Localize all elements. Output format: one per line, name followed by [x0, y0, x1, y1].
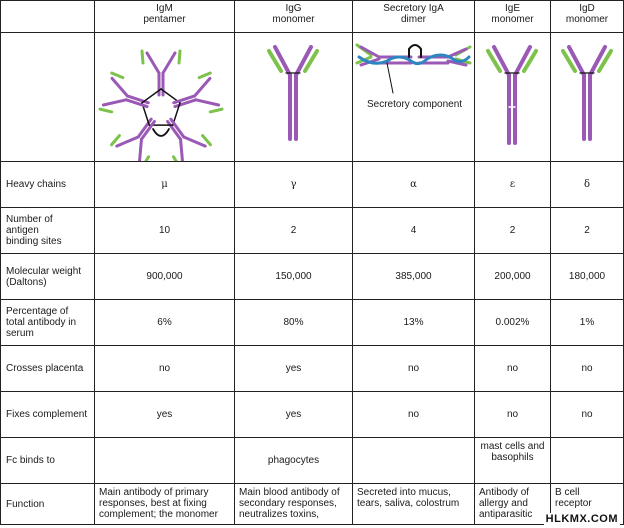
- heavy-chain-igd: δ: [551, 162, 624, 208]
- percentage-igg: 80%: [235, 300, 353, 346]
- mol-weight-ige: 200,000: [475, 254, 551, 300]
- watermark: HLKMX.COM: [545, 513, 618, 525]
- row-molecular-weight: [1, 254, 624, 300]
- function-igg: Main blood antibody of secondary responses, neutralizes toxins,: [235, 484, 353, 525]
- row-fc-binds: [1, 438, 624, 484]
- function-igm: Main antibody of primary responses, best at fixing complement; the monomer: [95, 484, 235, 525]
- fc-binds-igg: phagocytes: [235, 438, 353, 484]
- placenta-iga: no: [353, 346, 475, 392]
- placenta-igg: yes: [235, 346, 353, 392]
- percentage-igd: 1%: [551, 300, 624, 346]
- percentage-ige: 0.002%: [475, 300, 551, 346]
- function-iga: Secreted into mucus, tears, saliva, colostrum: [353, 484, 475, 525]
- header-igd: IgD monomer: [551, 1, 624, 33]
- row-crosses-placenta: [1, 346, 624, 392]
- igg-monomer-diagram: [235, 33, 353, 162]
- complement-igm: yes: [95, 392, 235, 438]
- label-fixes-complement: Fixes complement: [1, 392, 95, 438]
- label-crosses-placenta: Crosses placenta: [1, 346, 95, 392]
- header-row: [1, 1, 624, 33]
- placenta-igd: no: [551, 346, 624, 392]
- function-igd: B cell receptor: [551, 484, 624, 525]
- mol-weight-igg: 150,000: [235, 254, 353, 300]
- complement-ige: no: [475, 392, 551, 438]
- ige-monomer-diagram: [475, 33, 551, 162]
- row-fixes-complement: [1, 392, 624, 438]
- mol-weight-igd: 180,000: [551, 254, 624, 300]
- heavy-chain-iga: α: [353, 162, 475, 208]
- function-ige: Antibody of allergy and antiparasitic: [475, 484, 551, 525]
- heavy-chain-ige: ε: [475, 162, 551, 208]
- fc-binds-iga: [353, 438, 475, 484]
- structure-row: [1, 33, 624, 162]
- igd-monomer-diagram: [551, 33, 624, 162]
- igm-pentamer-diagram: [95, 33, 235, 162]
- row-function: [1, 484, 624, 525]
- fc-binds-ige: mast cells and basophils: [475, 438, 551, 484]
- iga-dimer-diagram: [353, 33, 475, 162]
- row-heavy-chains: [1, 162, 624, 208]
- complement-iga: no: [353, 392, 475, 438]
- label-percentage: Percentage of total antibody in serum: [1, 300, 95, 346]
- secretory-component-label: Secretory component: [367, 99, 463, 110]
- complement-igd: no: [551, 392, 624, 438]
- binding-sites-igg: 2: [235, 208, 353, 254]
- mol-weight-iga: 385,000: [353, 254, 475, 300]
- label-molecular-weight: Molecular weight (Daltons): [1, 254, 95, 300]
- header-iga: Secretory IgA dimer: [353, 1, 475, 33]
- label-heavy-chains: Heavy chains: [1, 162, 95, 208]
- header-igg: IgG monomer: [235, 1, 353, 33]
- binding-sites-iga: 4: [353, 208, 475, 254]
- binding-sites-igm: 10: [95, 208, 235, 254]
- heavy-chain-igm: μ: [95, 162, 235, 208]
- placenta-igm: no: [95, 346, 235, 392]
- label-fc-binds: Fc binds to: [1, 438, 95, 484]
- fc-binds-igm: [95, 438, 235, 484]
- heavy-chain-igg: γ: [235, 162, 353, 208]
- mol-weight-igm: 900,000: [95, 254, 235, 300]
- header-igm: IgM pentamer: [95, 1, 235, 33]
- structure-label-cell: [1, 33, 95, 162]
- row-binding-sites: [1, 208, 624, 254]
- corner-cell: [1, 1, 95, 33]
- percentage-igm: 6%: [95, 300, 235, 346]
- binding-sites-igd: 2: [551, 208, 624, 254]
- header-ige: IgE monomer: [475, 1, 551, 33]
- complement-igg: yes: [235, 392, 353, 438]
- binding-sites-ige: 2: [475, 208, 551, 254]
- label-binding-sites: Number of antigen binding sites: [1, 208, 95, 254]
- percentage-iga: 13%: [353, 300, 475, 346]
- label-function: Function: [1, 484, 95, 525]
- row-percentage: [1, 300, 624, 346]
- placenta-ige: no: [475, 346, 551, 392]
- fc-binds-igd: [551, 438, 624, 484]
